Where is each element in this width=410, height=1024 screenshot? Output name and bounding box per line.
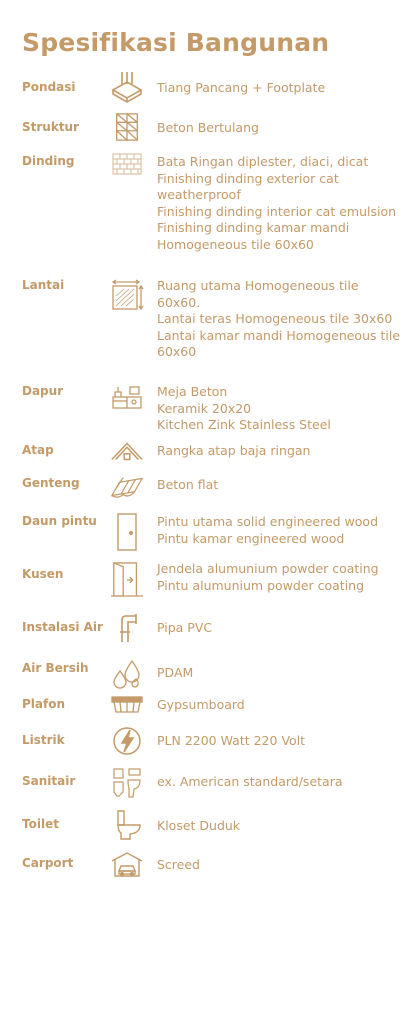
spec-value: PDAM <box>157 665 194 680</box>
spec-value: Bata Ringan diplester, diaci, dicat <box>157 154 369 169</box>
spec-value: PLN 2200 Watt 220 Volt <box>157 733 306 748</box>
spec-values <box>157 154 402 253</box>
water-drops-icon <box>110 657 144 689</box>
spec-value: Screed <box>157 857 200 872</box>
spec-label: Plafon <box>22 697 66 711</box>
spec-values <box>157 733 402 750</box>
spec-value: Finishing dinding exterior cat weatherproof <box>157 170 339 202</box>
spec-label: Daun pintu <box>22 514 97 528</box>
spec-value: Lantai teras Homogeneous tile 30x60 <box>157 311 393 326</box>
spec-values <box>157 561 402 594</box>
spec-values <box>157 857 402 874</box>
spec-value: Finishing dinding interior cat emulsion <box>157 203 397 219</box>
spec-value: Kitchen Zink Stainless Steel <box>157 417 331 432</box>
spec-value: Meja Beton <box>157 384 228 399</box>
spec-values <box>157 80 402 97</box>
spec-value: Pintu kamar engineered wood <box>157 530 345 546</box>
spec-values <box>157 384 402 434</box>
spec-value: Pintu alumunium powder coating <box>157 577 365 593</box>
spec-label: Dinding <box>22 154 75 168</box>
ceiling-board-icon <box>110 694 144 714</box>
electricity-bolt-icon <box>110 725 144 757</box>
spec-value: Finishing dinding kamar mandi Homogeneous tile 60x60 <box>157 220 350 252</box>
spec-value: Ruang utama Homogeneous tile 60x60. <box>157 278 359 310</box>
spec-label: Atap <box>22 443 54 457</box>
spec-label: Carport <box>22 856 74 870</box>
water-pipe-icon <box>110 610 144 644</box>
roof-tile-icon <box>110 474 144 500</box>
spec-values <box>157 665 402 682</box>
spec-value: Gypsumboard <box>157 697 245 712</box>
spec-value: Lantai kamar mandi Homogeneous tile 60x60 <box>157 327 401 359</box>
spec-value: Keramik 20x20 <box>157 400 252 416</box>
spec-value: Kloset Duduk <box>157 818 241 833</box>
spec-values <box>157 774 402 791</box>
spec-value: ex. American standard/setara <box>157 774 343 789</box>
spec-label: Sanitair <box>22 774 76 788</box>
spec-label: Struktur <box>22 120 80 134</box>
spec-label: Kusen <box>22 567 64 581</box>
spec-values <box>157 477 402 494</box>
spec-label: Pondasi <box>22 80 76 94</box>
door-frame-icon <box>110 560 144 598</box>
spec-label: Dapur <box>22 384 64 398</box>
spec-value: Jendela alumunium powder coating <box>157 561 379 576</box>
spec-value: Tiang Pancang + Footplate <box>157 80 326 95</box>
spec-values <box>157 514 402 547</box>
spec-label: Toilet <box>22 817 59 831</box>
spec-label: Lantai <box>22 278 65 292</box>
sanitary-icon <box>110 766 144 800</box>
spec-values <box>157 818 402 835</box>
spec-value: Beton flat <box>157 477 219 492</box>
spec-value: Beton Bertulang <box>157 120 259 135</box>
spec-values <box>157 120 402 137</box>
page-title: Spesifikasi Bangunan <box>22 28 330 57</box>
carport-icon <box>110 850 144 878</box>
toilet-icon <box>110 809 144 841</box>
spec-label: Air Bersih <box>22 661 89 675</box>
spec-label: Instalasi Air <box>22 620 103 634</box>
brick-wall-icon <box>110 151 144 177</box>
door-icon <box>110 512 144 552</box>
spec-value: Rangka atap baja ringan <box>157 443 311 458</box>
roof-icon <box>110 440 144 462</box>
spec-label: Listrik <box>22 733 65 747</box>
spec-values <box>157 278 402 361</box>
structure-frame-icon <box>110 112 144 142</box>
spec-value: Pipa PVC <box>157 620 213 635</box>
spec-value: Pintu utama solid engineered wood <box>157 514 379 529</box>
kitchen-icon <box>110 384 144 410</box>
floor-tile-icon <box>110 279 144 311</box>
foundation-pile-icon <box>110 70 144 104</box>
spec-values <box>157 620 402 637</box>
spec-values <box>157 443 402 460</box>
spec-label: Genteng <box>22 476 80 490</box>
spec-values <box>157 697 402 714</box>
